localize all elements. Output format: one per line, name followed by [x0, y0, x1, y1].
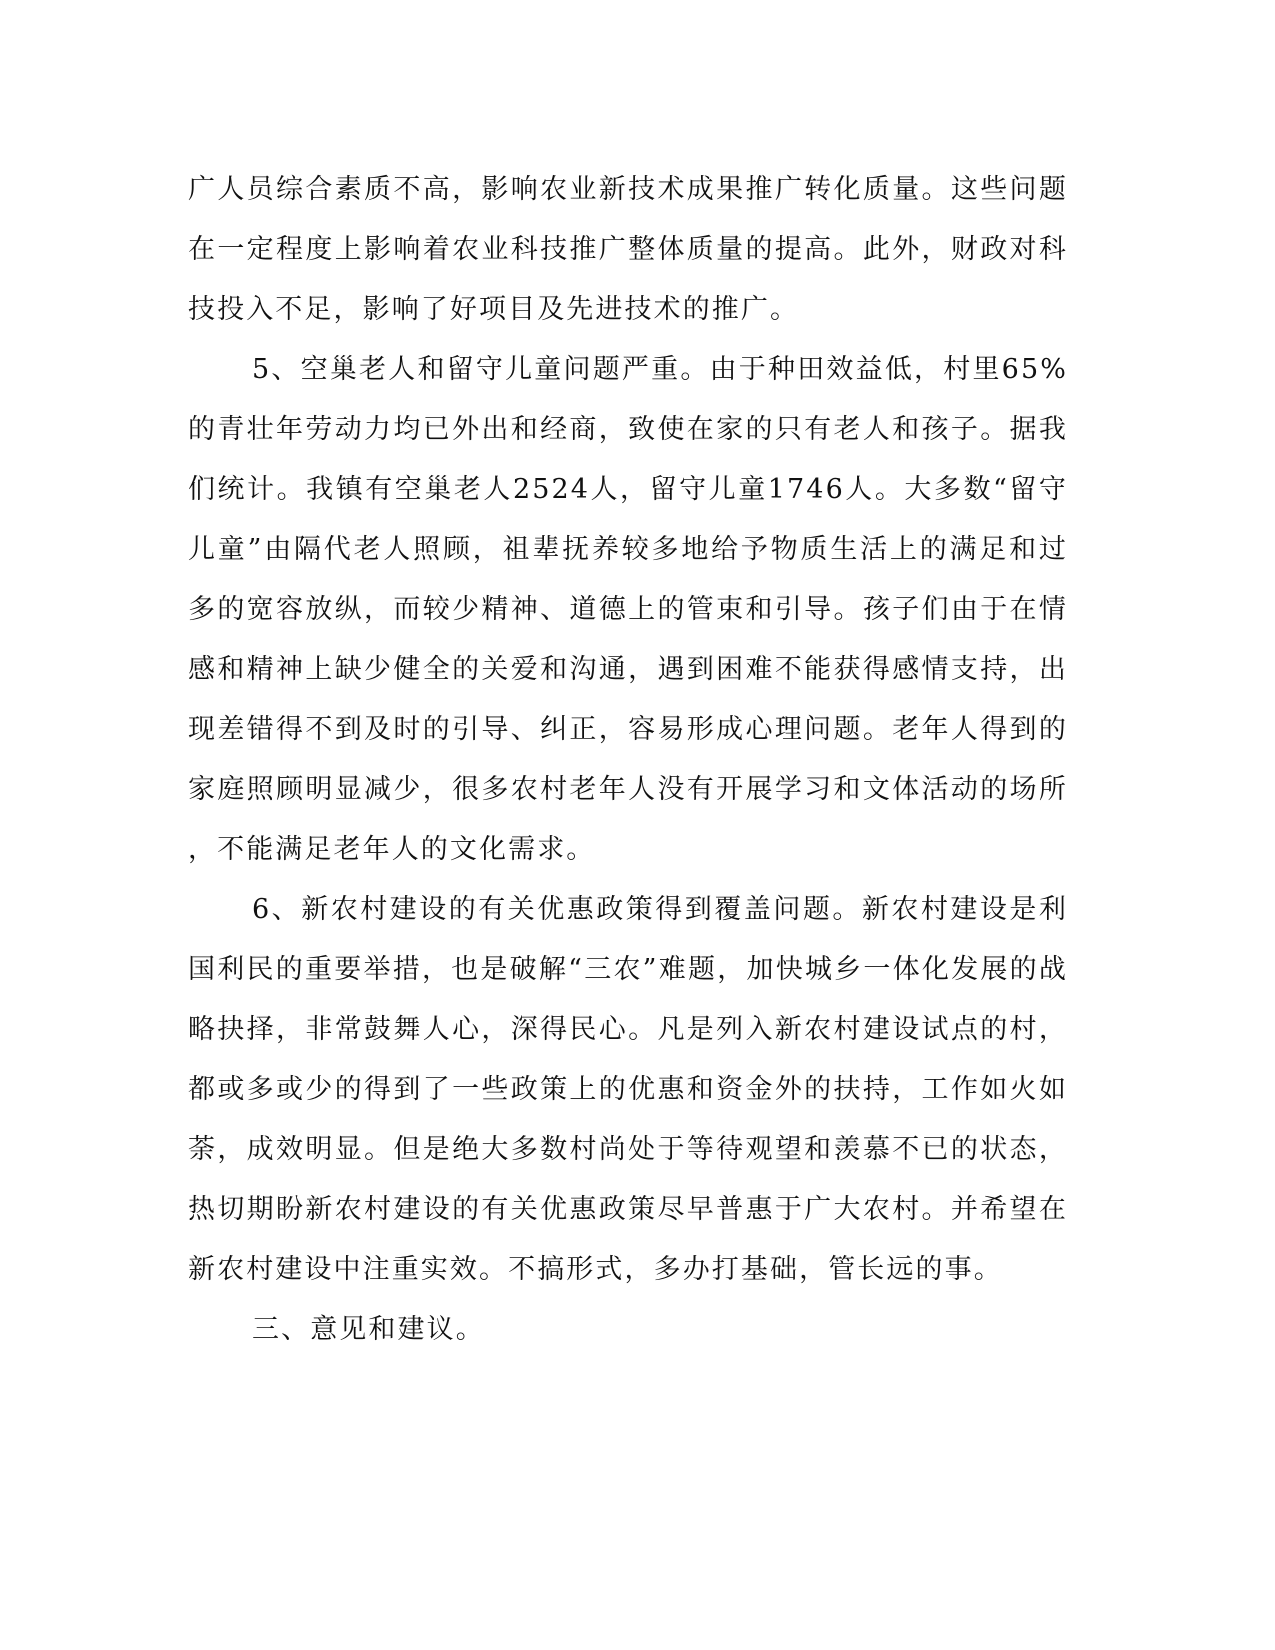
- document-body: [188, 160, 1068, 1360]
- paragraph-continuation: 广人员综合素质不高，影响农业新技术成果推广转化质量。这些问题在一定程度上影响着农业科技推广整体质量的提高。此外，财政对科技投入不足，影响了好项目及先进技术的推广。: [188, 174, 1068, 325]
- paragraph-empty-nest-elderly: 5、空巢老人和留守儿童问题严重。由于种田效益低，村里65%的青壮年劳动力均已外出和经商，致使在家的只有老人和孩子。据我们统计。我镇有空巢老人2524人，留守儿童1746人。大多数“留守儿童”由隔代老人照顾，祖辈抚养较多地给予物质生活上的满足和过多的宽容放纵，而较少精神、道德上的管束和引导。孩子们由于在情感和精神上缺少健全的关爱和沟通，遇到困难不能获得感情支持，出现差错得不到及时的引导、纠正，容易形成心理问题。老年人得到的家庭照顾明显减少，很多农村老年人没有开展学习和文体活动的场所，不能满足老年人的文化需求。: [188, 354, 1068, 865]
- section-heading-suggestions: 三、意见和建议。: [252, 1314, 485, 1345]
- paragraph-new-countryside-policy: 6、新农村建设的有关优惠政策得到覆盖问题。新农村建设是利国利民的重要举措，也是破解“三农”难题，加快城乡一体化发展的战略抉择，非常鼓舞人心，深得民心。凡是列入新农村建设试点的村，都或多或少的得到了一些政策上的优惠和资金外的扶持，工作如火如荼，成效明显。但是绝大多数村尚处于等待观望和羡慕不已的状态，热切期盼新农村建设的有关优惠政策尽早普惠于广大农村。并希望在新农村建设中注重实效。不搞形式，多办打基础，管长远的事。: [188, 894, 1068, 1285]
